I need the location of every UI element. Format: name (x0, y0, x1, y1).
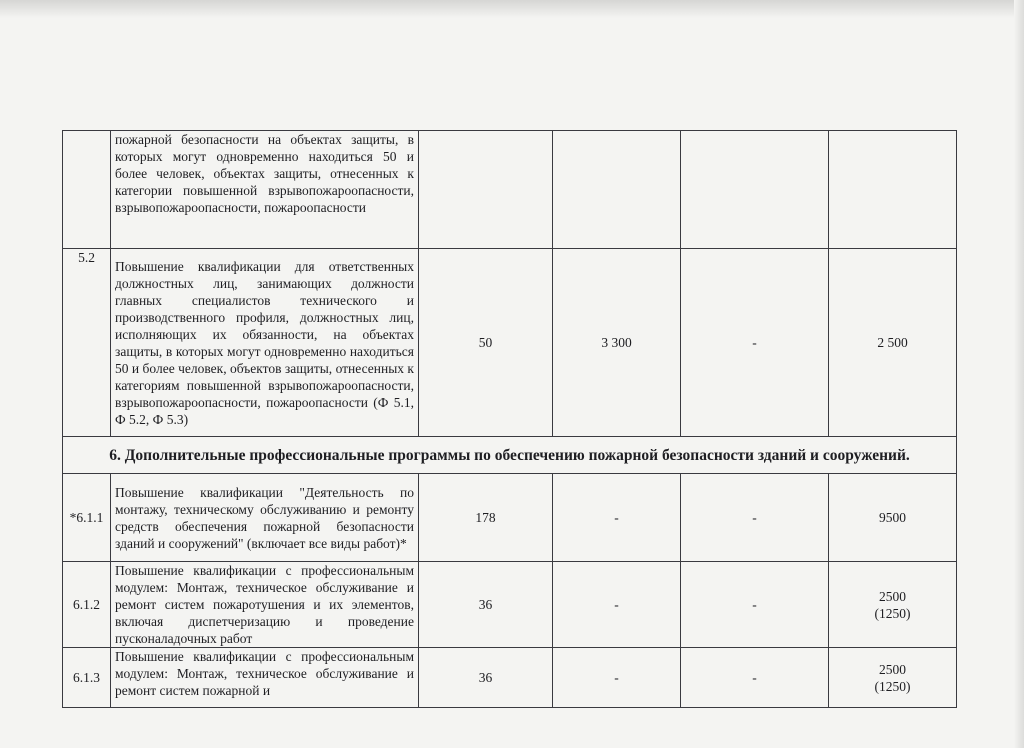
program-name: Повышение квалификации для ответственных должностных лиц, занимающих должности главных специалистов технического и производственного профиля, должностных лиц, исполняющих их обязанности, на объектах защиты, в которых могут одновременно находиться 50 и более человек, объектов защиты, отнесенных к категориям повышенной взрывопожароопасности, взрывопожароопасности, пожароопасности (Ф 5.1, Ф 5.2, Ф 5.3) (111, 249, 419, 437)
price-table (62, 130, 957, 708)
scan-edge (0, 0, 1024, 18)
row-number: 6.1.2 (63, 562, 111, 648)
price-cell: 3 300 (553, 249, 681, 437)
price-cell: - (681, 648, 829, 708)
price-note: (1250) (874, 605, 911, 621)
price-value: 9500 (879, 510, 906, 525)
price-cell: - (553, 648, 681, 708)
price-cell (681, 131, 829, 249)
hours-cell: 50 (419, 249, 553, 437)
row-number: *6.1.1 (63, 474, 111, 562)
section-heading-row (63, 437, 957, 474)
table-row (63, 648, 957, 708)
price-cell (829, 474, 957, 562)
price-value: 2500 (879, 661, 906, 677)
program-name: пожарной безопасности на объектах защиты, в которых могут одновременно находиться 50 и более человек, объектах защиты, отнесенных к категории повышенной взрывопожароопасности, взрывопожароопасности, пожароопасности (111, 131, 419, 249)
price-cell: - (553, 474, 681, 562)
section-title: 6. Дополнительные профессиональные программы по обеспечению пожарной безопасности зданий и сооружений. (63, 437, 957, 474)
price-cell: - (681, 249, 829, 437)
price-note: (1250) (874, 678, 911, 694)
row-number: 6.1.3 (63, 648, 111, 708)
price-cell: - (681, 474, 829, 562)
table-row (63, 131, 957, 249)
row-number (63, 131, 111, 249)
price-cell (829, 648, 957, 708)
program-name: Повышение квалификации "Деятельность по монтажу, техническому обслуживанию и ремонту средств обеспечения пожарной безопасности зданий и сооружений" (включает все виды работ)* (111, 474, 419, 562)
price-cell (829, 562, 957, 648)
price-value: 2500 (879, 588, 906, 604)
program-name: Повышение квалификации с профессиональным модулем: Монтаж, техническое обслуживание и ремонт систем пожаротушения и их элементов, включая диспетчеризацию и проведение пусконаладочных работ (111, 562, 419, 648)
program-name: Повышение квалификации с профессиональным модулем: Монтаж, техническое обслуживание и ремонт систем пожарной и (111, 648, 419, 708)
hours-cell: 36 (419, 648, 553, 708)
price-cell (553, 131, 681, 249)
hours-cell: 178 (419, 474, 553, 562)
scan-edge (1014, 0, 1024, 748)
hours-cell (419, 131, 553, 249)
price-cell (829, 131, 957, 249)
price-cell: - (681, 562, 829, 648)
table-row (63, 562, 957, 648)
hours-cell: 36 (419, 562, 553, 648)
price-cell: - (553, 562, 681, 648)
price-cell: 2 500 (829, 249, 957, 437)
table-row (63, 249, 957, 437)
table-row (63, 474, 957, 562)
row-number: 5.2 (63, 249, 111, 437)
